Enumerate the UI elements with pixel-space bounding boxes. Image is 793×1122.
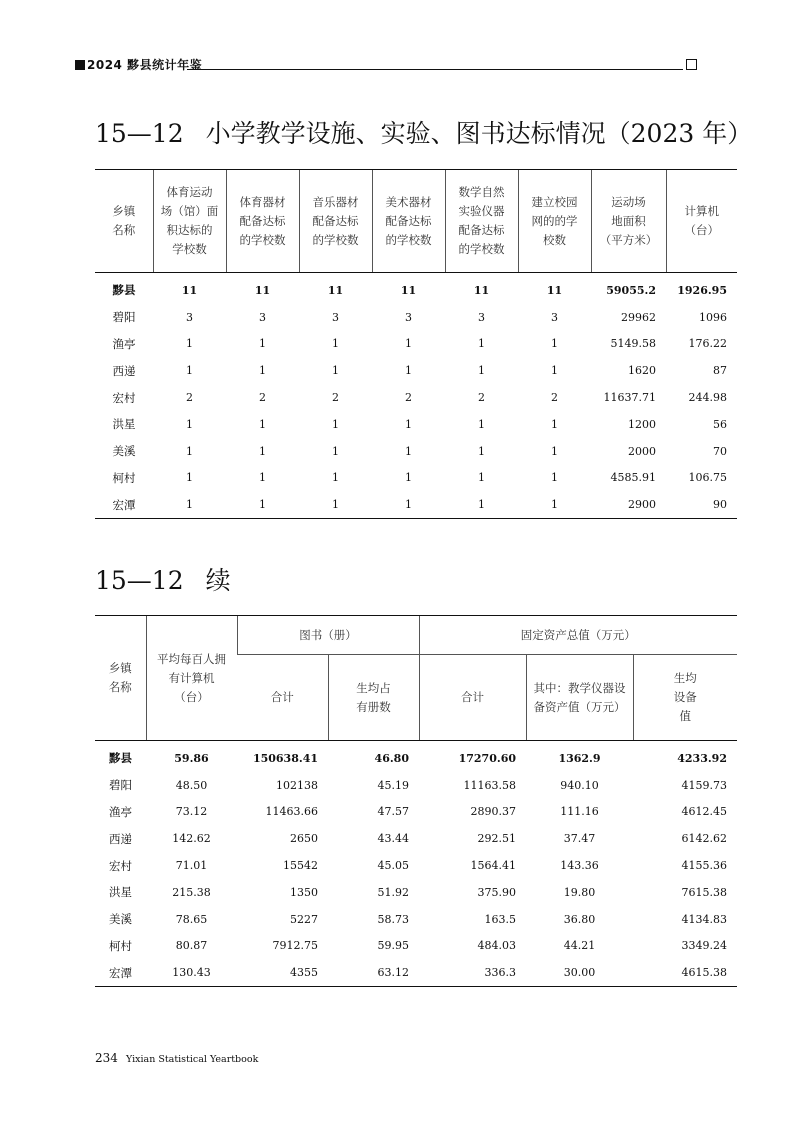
corner-box-icon (686, 59, 697, 70)
table-cell: 142.62 (172, 832, 211, 846)
table-cell: 215.38 (172, 885, 211, 899)
table-cell: 1 (372, 491, 445, 518)
table-cell: 375.90 (477, 885, 516, 899)
table-cell: 11 (181, 283, 198, 297)
table-cell: 59055.2 (606, 283, 656, 297)
township-name: 宏村 (109, 858, 132, 873)
table-cell: 1 (259, 471, 266, 485)
township-name: 柯村 (109, 938, 132, 953)
table-cell: 36.80 (563, 912, 596, 926)
table-row (95, 772, 737, 799)
table-cell: 106.75 (688, 471, 727, 485)
table-cell: 2650 (290, 832, 318, 846)
table-row (95, 852, 737, 879)
table-cell: 5149.58 (610, 337, 656, 351)
table-cell: 78.65 (175, 912, 208, 926)
table-cell: 3349.24 (681, 939, 727, 953)
table-cell: 56 (713, 417, 727, 431)
township-name: 碧阳 (109, 778, 132, 793)
table-cell: 4155.36 (681, 859, 727, 873)
table-cell: 63.12 (328, 959, 419, 986)
table-cell: 1 (332, 471, 339, 485)
t2-header-books-group: 图书（册） (237, 616, 419, 655)
t1-header-col-6: 建立校园 网的的学 校数 (518, 170, 591, 273)
township-name: 渔亭 (109, 804, 132, 819)
table-cell: 1350 (290, 885, 318, 899)
table-cell: 29962 (621, 310, 656, 324)
table-cell: 11 (327, 283, 344, 297)
table-cell: 163.5 (484, 912, 516, 926)
table2-title (95, 565, 231, 597)
t2-header-books-per-student: 生均占 有册数 (328, 655, 419, 741)
table-cell: 47.57 (377, 805, 409, 819)
table-cell: 5227 (290, 912, 318, 926)
table-cell: 17270.60 (458, 751, 516, 765)
square-bullet-icon (75, 60, 85, 70)
table1-number: 15—12 (95, 119, 184, 148)
table-cell: 1 (332, 337, 339, 351)
books-assets-table (95, 615, 737, 987)
table-cell: 1 (405, 364, 412, 378)
township-name: 黟县 (112, 283, 136, 298)
table-cell: 59.86 (174, 751, 209, 765)
table-cell: 1 (551, 337, 558, 351)
township-name: 宏潭 (95, 959, 146, 986)
table-cell: 70 (713, 444, 727, 458)
table-cell: 1 (186, 364, 193, 378)
township-name: 柯村 (112, 470, 136, 485)
table-cell: 4355 (237, 959, 328, 986)
table-cell: 1 (405, 417, 412, 431)
table-row (95, 438, 737, 465)
table-cell: 1 (259, 444, 266, 458)
table-row (95, 331, 737, 358)
table-cell: 1362.9 (558, 751, 601, 765)
table-cell: 292.51 (477, 832, 516, 846)
table-cell: 1 (478, 471, 485, 485)
table-row (95, 959, 737, 986)
t1-header-col-0: 乡镇 名称 (95, 170, 153, 273)
table-cell: 111.16 (560, 805, 599, 819)
table-cell: 11 (254, 283, 271, 297)
table-row (95, 384, 737, 411)
table-cell: 11 (473, 283, 490, 297)
table-cell: 1 (186, 417, 193, 431)
table-cell: 15542 (283, 859, 318, 873)
table-cell: 176.22 (688, 337, 727, 351)
table1-title (95, 118, 752, 150)
table-cell: 87 (713, 364, 727, 378)
table-cell: 4134.83 (681, 912, 727, 926)
table-cell: 19.80 (563, 885, 596, 899)
table-cell: 1 (153, 491, 226, 518)
table-cell: 1 (259, 337, 266, 351)
township-name: 宏潭 (95, 491, 153, 518)
book-title-english: Yixian Statistical Yeartbook (126, 1054, 259, 1065)
table-cell: 150638.41 (252, 751, 318, 765)
township-name: 西递 (112, 363, 136, 378)
table-row (95, 906, 737, 933)
t2-header-books-total: 合计 (237, 655, 328, 741)
township-name: 渔亭 (112, 336, 136, 351)
table-cell: 1 (551, 417, 558, 431)
table-cell: 2 (478, 391, 485, 405)
table-cell: 1 (299, 491, 372, 518)
page-number: 234 (95, 1051, 118, 1065)
township-name: 洪星 (112, 417, 136, 432)
table-cell: 2890.37 (470, 805, 516, 819)
table-cell: 1620 (628, 364, 656, 378)
table-row (95, 933, 737, 960)
table-cell: 45.05 (377, 859, 409, 873)
table-cell: 4233.92 (677, 751, 727, 765)
table-cell: 2 (332, 391, 339, 405)
table-cell: 80.87 (175, 939, 208, 953)
table-cell: 1 (551, 364, 558, 378)
table-cell: 130.43 (146, 959, 237, 986)
page-footer (95, 1047, 258, 1066)
table-cell: 48.50 (175, 778, 208, 792)
table-cell: 59.95 (377, 939, 409, 953)
table-cell: 1 (478, 364, 485, 378)
t1-header-col-7: 运动场 地面积 （平方米） (591, 170, 666, 273)
table-cell: 1 (226, 491, 299, 518)
table-cell: 30.00 (526, 959, 633, 986)
table-cell: 1 (551, 471, 558, 485)
table-cell: 1 (405, 471, 412, 485)
table-row (95, 304, 737, 331)
table-cell: 58.73 (377, 912, 409, 926)
table-row (95, 741, 737, 772)
table-cell: 1 (478, 337, 485, 351)
table-cell: 7615.38 (681, 885, 727, 899)
table-cell: 1 (186, 337, 193, 351)
table-row (95, 825, 737, 852)
township-name: 西递 (109, 831, 132, 846)
table-row (95, 357, 737, 384)
table-cell: 1096 (699, 310, 727, 324)
table-row (95, 491, 737, 518)
table-cell: 4159.73 (681, 778, 727, 792)
table-cell: 11163.58 (463, 778, 516, 792)
table-cell: 1 (186, 471, 193, 485)
table-row (95, 411, 737, 438)
table-cell: 11 (400, 283, 417, 297)
table-cell: 73.12 (175, 805, 208, 819)
table-row (95, 879, 737, 906)
table-cell: 1 (445, 491, 518, 518)
t1-header-col-1: 体育运动 场（馆）面 积达标的 学校数 (153, 170, 226, 273)
table-cell: 4612.45 (681, 805, 727, 819)
t1-header-col-3: 音乐器材 配备达标 的学校数 (299, 170, 372, 273)
running-head-title: 2024 黟县统计年鉴 (87, 58, 203, 72)
table-cell: 244.98 (688, 391, 727, 405)
table-cell: 11 (546, 283, 563, 297)
t2-header-equipment-per-student: 生均 设备 值 (633, 655, 737, 741)
table-cell: 1 (478, 417, 485, 431)
table-cell: 45.19 (377, 778, 409, 792)
table-cell: 1 (332, 364, 339, 378)
table-cell: 1 (405, 444, 412, 458)
table-cell: 90 (666, 491, 737, 518)
table-cell: 11463.66 (265, 805, 318, 819)
table-cell: 102138 (276, 778, 318, 792)
table-cell: 1926.95 (677, 283, 727, 297)
table-cell: 71.01 (175, 859, 208, 873)
table-cell: 7912.75 (272, 939, 318, 953)
table-cell: 44.21 (563, 939, 596, 953)
table2-title-text: 续 (205, 566, 231, 595)
table-cell: 3 (405, 310, 412, 324)
running-head (75, 57, 697, 74)
t2-header-township: 乡镇 名称 (95, 616, 146, 741)
table-cell: 336.3 (419, 959, 526, 986)
t2-header-assets-total: 合计 (419, 655, 526, 741)
table-cell: 940.10 (560, 778, 599, 792)
table-cell: 2 (186, 391, 193, 405)
t1-header-col-5: 数学自然 实验仪器 配备达标 的学校数 (445, 170, 518, 273)
table-cell: 3 (478, 310, 485, 324)
table-cell: 3 (551, 310, 558, 324)
facilities-table (95, 169, 737, 519)
t1-header-col-8: 计算机 （台） (666, 170, 737, 273)
table-cell: 3 (259, 310, 266, 324)
t2-header-computers-per-hundred: 平均每百人拥 有计算机 （台） (146, 616, 237, 741)
table-cell: 1 (405, 337, 412, 351)
township-name: 宏村 (112, 390, 136, 405)
table-cell: 1 (332, 417, 339, 431)
table-cell: 484.03 (477, 939, 516, 953)
township-name: 美溪 (112, 444, 136, 459)
table-cell: 2 (259, 391, 266, 405)
table-cell: 43.44 (377, 832, 409, 846)
t1-header-col-2: 体育器材 配备达标 的学校数 (226, 170, 299, 273)
table-cell: 4615.38 (633, 959, 737, 986)
table-cell: 4585.91 (610, 471, 656, 485)
table-row (95, 465, 737, 492)
table-cell: 2900 (591, 491, 666, 518)
table-cell: 46.80 (374, 751, 409, 765)
table-cell: 2 (405, 391, 412, 405)
table1-title-text: 小学教学设施、实验、图书达标情况（2023 年） (205, 119, 753, 148)
table-cell: 3 (332, 310, 339, 324)
table-cell: 1200 (628, 417, 656, 431)
t1-header-col-4: 美术器材 配备达标 的学校数 (372, 170, 445, 273)
table-cell: 1 (186, 444, 193, 458)
table-cell: 1 (551, 444, 558, 458)
table-row (95, 273, 737, 304)
table-cell: 1 (518, 491, 591, 518)
table-cell: 1 (259, 417, 266, 431)
township-name: 黟县 (109, 751, 132, 766)
table-cell: 6142.62 (681, 832, 727, 846)
table-cell: 143.36 (560, 859, 599, 873)
table-cell: 2 (551, 391, 558, 405)
t2-header-instrument-assets: 其中：教学仪器设 备资产值（万元） (526, 655, 633, 741)
table-cell: 1 (332, 444, 339, 458)
table2-number: 15—12 (95, 566, 184, 595)
table-cell: 2000 (628, 444, 656, 458)
table-cell: 37.47 (563, 832, 596, 846)
table-cell: 1 (478, 444, 485, 458)
table-cell: 1564.41 (470, 859, 516, 873)
township-name: 美溪 (109, 912, 132, 927)
table-cell: 3 (186, 310, 193, 324)
table-cell: 51.92 (377, 885, 409, 899)
table-cell: 1 (259, 364, 266, 378)
header-rule (187, 69, 683, 70)
table-row (95, 799, 737, 826)
table-cell: 11637.71 (603, 391, 656, 405)
township-name: 碧阳 (112, 310, 136, 325)
township-name: 洪星 (109, 885, 132, 900)
t2-header-assets-group: 固定资产总值（万元） (419, 616, 737, 655)
